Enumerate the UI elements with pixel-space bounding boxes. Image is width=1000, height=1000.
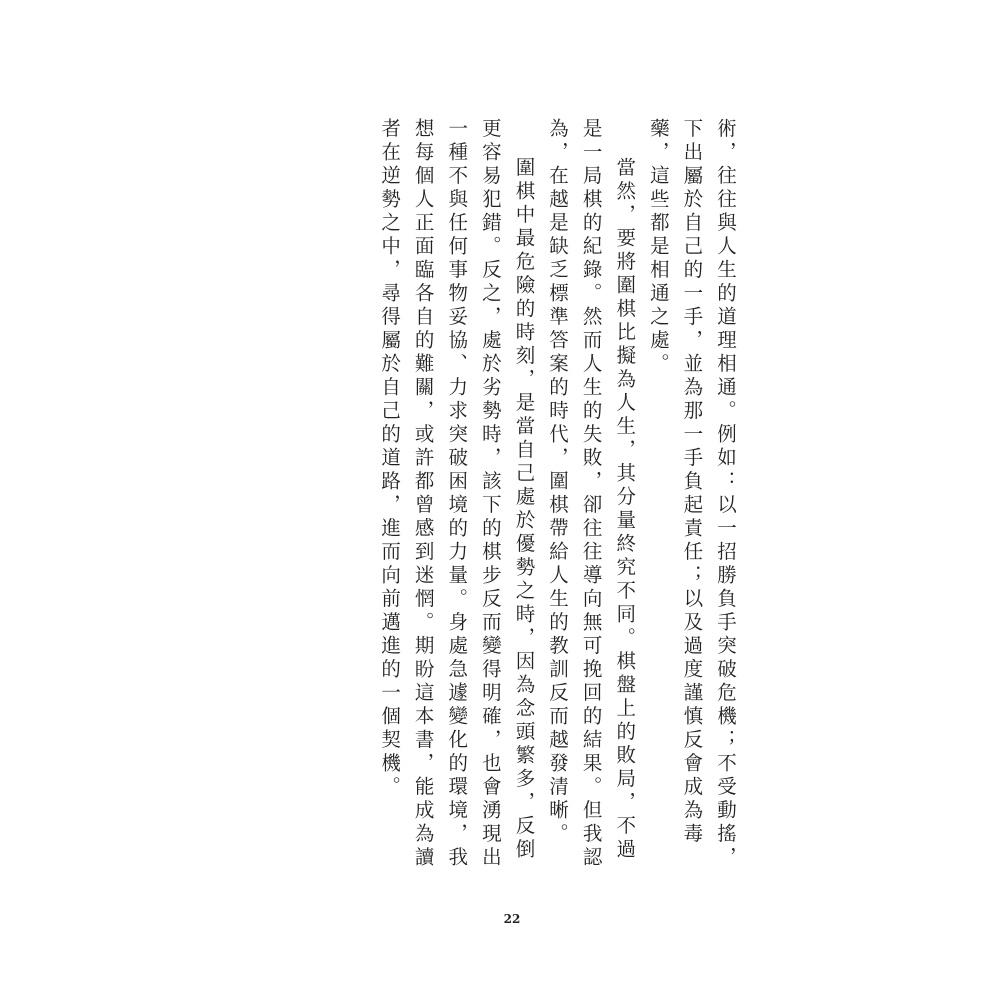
page-number: 22 [503,912,521,926]
paragraph-2: 當然，要將圍棋比擬為人生，其分量終究不同。棋盤上的敗局，不過是一局棋的紀錄。然而人生的失敗，卻往往導向無可挽回的結果。但我認為，在越是缺乏標準答案的時代，圍棋帶給人生的教訓反而越發清晰。 [546,118,637,870]
paragraph-1: 術，往往與人生的道理相通。例如：以一招勝負手突破危機；不受動搖，下出屬於自己的一手，並為那一手負起責任；以及過度謹慎反會成為毒藥，這些都是相通之處。 [646,118,737,870]
paragraph-3: 圍棋中最危險的時刻，是當自己處於優勢之時，因為念頭繁多，反倒更容易犯錯。反之，處於劣勢時，該下的棋步反而變得明確，也會湧現出一種不與任何事物妥協、力求突破困境的力量。身處急遽變化的環境，我想每個人正面臨各自的難關，或許都曾感到迷惘。期盼這本書，能成為讀者在逆勢之中，尋得屬於自己的道路，進而向前邁進的一個契機。 [378,118,536,870]
vertical-text-body [372,118,742,878]
